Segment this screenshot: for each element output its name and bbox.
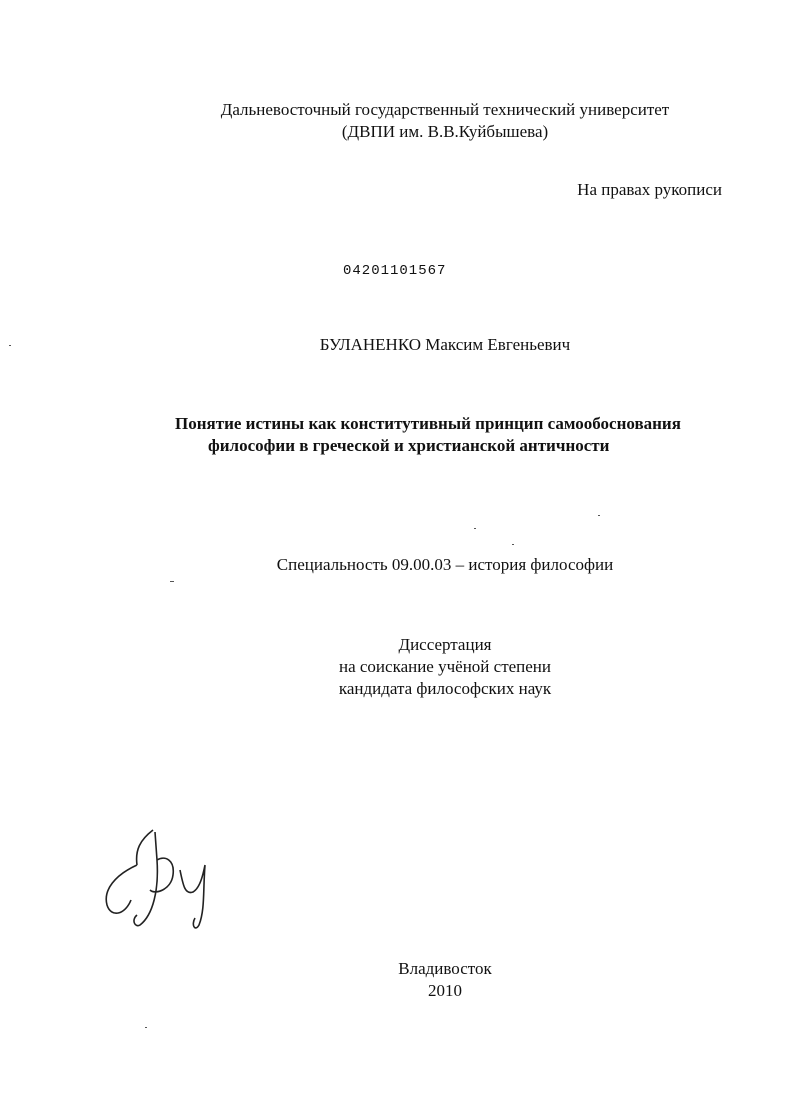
dissertation-title-line2: философии в греческой и христианской античности: [208, 436, 610, 455]
institution-name: Дальневосточный государственный технический университет: [220, 100, 670, 119]
institution-abbr: (ДВПИ им. В.В.Куйбышева): [341, 122, 549, 141]
scan-speck: [598, 515, 600, 516]
degree-type: Диссертация: [398, 635, 492, 654]
handwritten-signature: [95, 820, 225, 935]
scan-speck: [9, 345, 11, 346]
city: Владивосток: [398, 959, 492, 978]
degree-level: кандидата философских наук: [338, 679, 552, 698]
scan-speck: [474, 528, 476, 529]
scan-speck: [145, 1027, 147, 1028]
catalog-number: 04201101567: [343, 263, 447, 279]
author-name: БУЛАНЕНКО Максим Евгеньевич: [319, 335, 571, 354]
degree-purpose: на соискание учёной степени: [338, 657, 552, 676]
scan-speck: [512, 544, 514, 545]
dissertation-title-line1: Понятие истины как конститутивный принцип самообоснования: [175, 414, 681, 433]
scan-speck: [170, 581, 174, 582]
year: 2010: [428, 981, 462, 1000]
specialty: Специальность 09.00.03 – история философии: [276, 555, 614, 574]
manuscript-note: На правах рукописи: [577, 180, 722, 199]
